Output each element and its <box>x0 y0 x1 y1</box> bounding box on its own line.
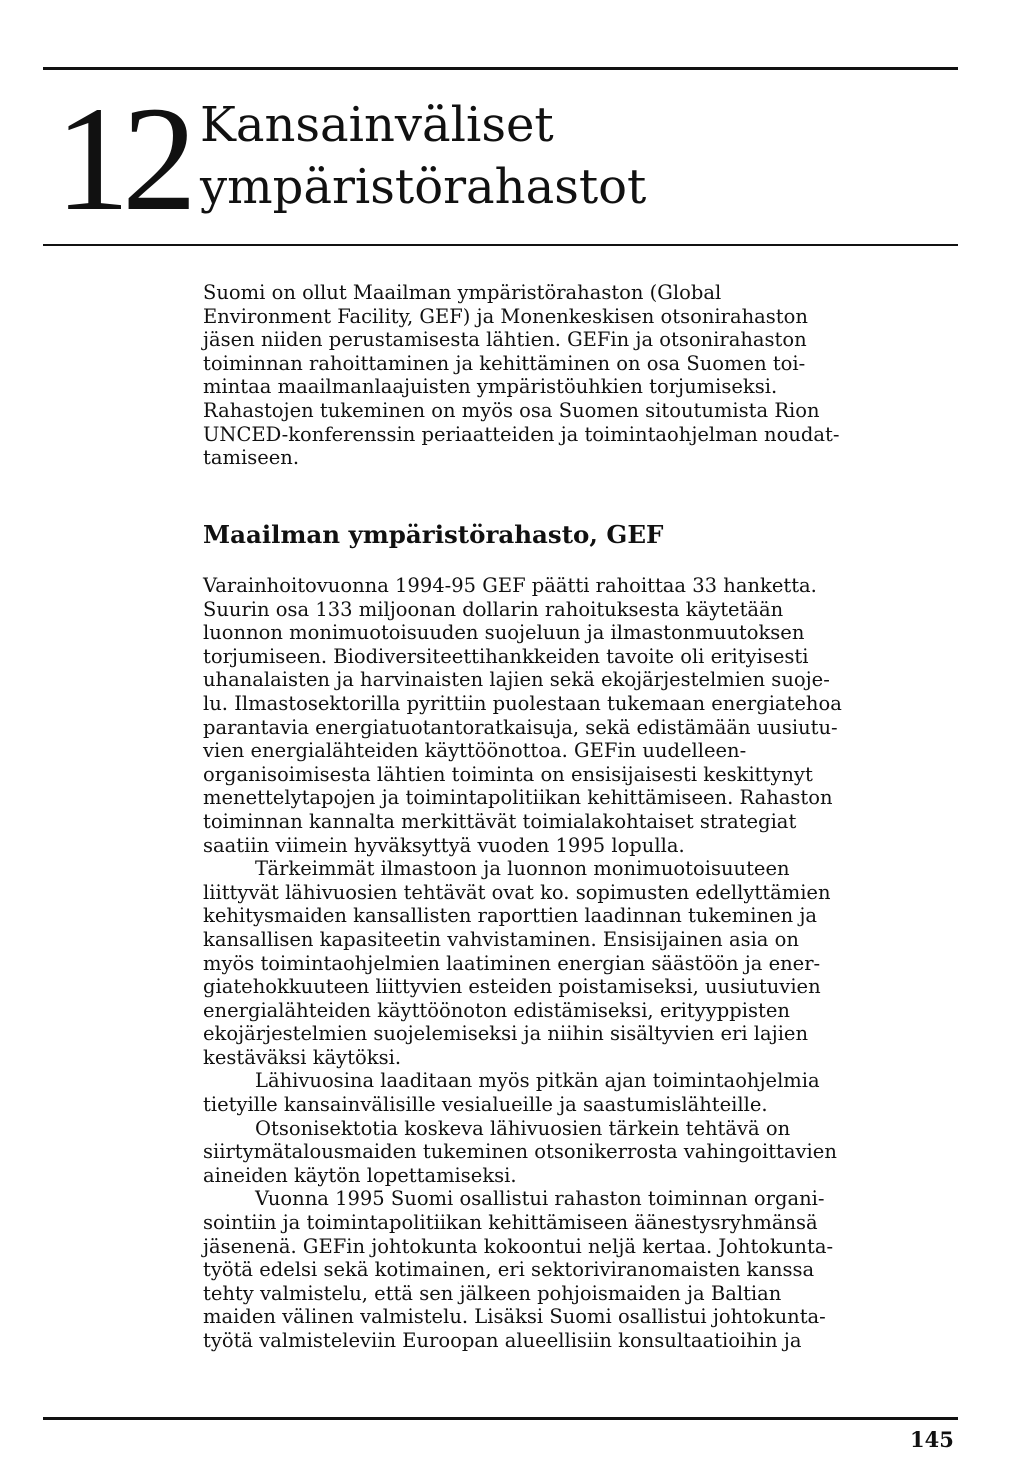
text-line: sointiin ja toimintapolitiikan kehittämiseen äänestysryhmänsä <box>203 1211 818 1235</box>
text-line: toiminnan rahoittaminen ja kehittäminen on osa Suomen toi- <box>203 351 806 375</box>
text-line: liittyvät lähivuosien tehtävät ovat ko. sopimusten edellyttämien <box>203 880 831 904</box>
text-line: Otsonisektotia koskeva lähivuosien tärkein tehtävä on <box>255 1116 791 1140</box>
text-line: aineiden käytön lopettamiseksi. <box>203 1163 517 1187</box>
intro-paragraph <box>203 281 903 470</box>
text-line: organisoimisesta lähtien toiminta on ensisijaisesti keskittynyt <box>203 762 813 786</box>
chapter-title-line: Kansainväliset <box>200 97 554 153</box>
text-line: mintaa maailmanlaajuisten ympäristöuhkien torjumiseksi. <box>203 375 778 399</box>
text-line: uhanalaisten ja harvinaisten lajien sekä ekojärjestelmien suoje- <box>203 668 830 692</box>
header-rule <box>43 244 958 246</box>
text-line: torjumiseen. Biodiversiteettihankkeiden tavoite oli erityisesti <box>203 644 809 668</box>
text-line: siirtymätalousmaiden tukeminen otsonikerrosta vahingoittavien <box>203 1140 837 1164</box>
text-line: Vuonna 1995 Suomi osallistui rahaston toiminnan organi- <box>255 1187 825 1211</box>
text-line: ekojärjestelmien suojelemiseksi ja niihin sisältyvien eri lajien <box>203 1022 809 1046</box>
text-line: Suomi on ollut Maailman ympäristörahaston (Global <box>203 281 722 304</box>
text-line: kansallisen kapasiteetin vahvistaminen. Ensisijainen asia on <box>203 927 799 951</box>
text-line: Rahastojen tukeminen on myös osa Suomen sitoutumista Rion <box>203 398 820 422</box>
text-line: parantavia energiatuotantoratkaisuja, sekä edistämään uusiutu- <box>203 715 838 739</box>
text-line: maiden välinen valmistelu. Lisäksi Suomi osallistui johtokunta- <box>203 1305 826 1329</box>
text-line: menettelytapojen ja toimintapolitiikan kehittämiseen. Rahaston <box>203 786 833 810</box>
text-line: giatehokkuuteen liittyvien esteiden poistamiseksi, uusiutuvien <box>203 975 821 999</box>
text-line: UNCED-konferenssin periaatteiden ja toimintaohjelman noudat- <box>203 422 840 446</box>
text-line: saatiin viimein hyväksyttyä vuoden 1995 lopulla. <box>203 833 685 857</box>
text-line: vien energialähteiden käyttöönottoa. GEFin uudelleen- <box>203 739 747 763</box>
text-line: Lähivuosina laaditaan myös pitkän ajan toimintaohjelmia <box>255 1069 820 1093</box>
text-line: tehty valmistelu, että sen jälkeen pohjoismaiden ja Baltian <box>203 1281 782 1305</box>
text-line: Suurin osa 133 miljoonan dollarin rahoituksesta käytetään <box>203 597 784 621</box>
footer-rule <box>43 1417 958 1420</box>
top-rule <box>43 67 958 70</box>
text-line: tietyille kansainvälisille vesialueille ja saastumislähteille. <box>203 1093 768 1117</box>
text-line: luonnon monimuotoisuuden suojeluun ja ilmastonmuutoksen <box>203 621 805 645</box>
chapter-number: 12 <box>55 76 189 242</box>
text-line: kehitysmaiden kansallisten raporttien laadinnan tukeminen ja <box>203 904 818 928</box>
section-heading: Maailman ympäristörahasto, GEF <box>203 520 664 549</box>
chapter-title-line: ympäristörahastot <box>200 159 647 215</box>
page-number: 145 <box>910 1427 954 1452</box>
text-line: Environment Facility, GEF) ja Monenkeskisen otsonirahaston <box>203 304 808 328</box>
text-line: jäsen niiden perustamisesta lähtien. GEFin ja otsonirahaston <box>203 328 807 352</box>
text-line: Tärkeimmät ilmastoon ja luonnon monimuotoisuuteen <box>255 857 790 881</box>
text-line: Varainhoitovuonna 1994-95 GEF päätti rahoittaa 33 hanketta. <box>203 574 817 597</box>
body-text <box>203 574 903 1353</box>
text-line: energialähteiden käyttöönoton edistämiseksi, erityyppisten <box>203 998 790 1022</box>
text-line: työtä valmisteleviin Euroopan alueellisiin konsultaatioihin ja <box>203 1329 802 1352</box>
chapter-title <box>200 94 900 218</box>
text-line: työtä edelsi sekä kotimainen, eri sektoriviranomaisten kanssa <box>203 1258 815 1282</box>
text-line: myös toimintaohjelmien laatiminen energian säästöön ja ener- <box>203 951 821 975</box>
text-line: jäsenenä. GEFin johtokunta kokoontui neljä kertaa. Johtokunta- <box>203 1234 834 1258</box>
text-line: kestäväksi käytöksi. <box>203 1045 402 1069</box>
text-line: toiminnan kannalta merkittävät toimialakohtaiset strategiat <box>203 809 797 833</box>
text-line: tamiseen. <box>203 446 300 470</box>
text-line: lu. Ilmastosektorilla pyrittiin puolestaan tukemaan energiatehoa <box>203 691 842 715</box>
